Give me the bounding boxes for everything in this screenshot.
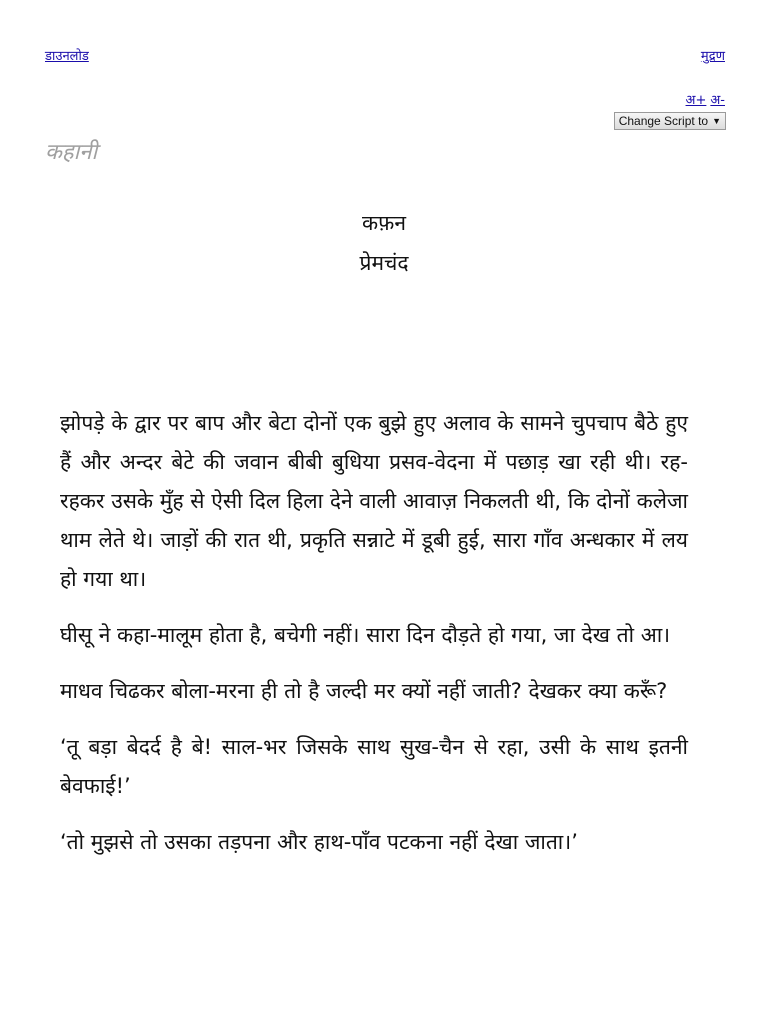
font-decrease-link[interactable]: अ- [710, 93, 725, 108]
category-label: कहानी [45, 140, 98, 165]
story-heading [0, 203, 768, 283]
change-script-label: Change Script to [618, 114, 709, 128]
story-paragraph: ‘तो मुझसे तो उसका तड़पना और हाथ-पाँव पटकना नहीं देखा जाता।’ [60, 830, 578, 854]
story-paragraph: झोपड़े के द्वार पर बाप और बेटा दोनों एक बुझे हुए अलाव के सामने चुपचाप बैठे हुए हैं और अन्दर बेटे की जवान बीबी बुधिया प्रसव-वेदना में पछाड़ खा रही थी। रह-रहकर उसके मुँह से ऐसी दिल हिला देने वाली आवाज़ निकलती थी, कि दोनों कलेजा थाम लेते थे। जाड़ों की रात थी, प्रकृति सन्नाटे में डूबी हुई, सारा गाँव अन्धकार में लय हो गया था। [60, 411, 688, 591]
print-link[interactable]: मुद्रण [700, 49, 725, 64]
story-paragraph: माधव चिढकर बोला-मरना ही तो है जल्दी मर क्यों नहीं जाती? देखकर क्या करूँ? [60, 679, 668, 703]
story-body [60, 404, 688, 879]
story-paragraph: घीसू ने कहा-मालूम होता है, बचेगी नहीं। सारा दिन दौड़ते हो गया, जा देख तो आ। [60, 623, 671, 647]
download-link[interactable]: डाउनलोड [45, 49, 89, 64]
dropdown-caret-icon: ▼ [712, 116, 721, 126]
font-increase-link[interactable]: अ+ [685, 93, 707, 108]
story-author: प्रेमचंद [359, 251, 409, 275]
story-title: कफ़न [362, 211, 406, 235]
story-paragraph: ‘तू बड़ा बेदर्द है बे! साल-भर जिसके साथ सुख-चैन से रहा, उसी के साथ इतनी बेवफाई!’ [60, 735, 688, 798]
font-size-controls [682, 90, 725, 108]
change-script-select[interactable] [614, 112, 726, 130]
